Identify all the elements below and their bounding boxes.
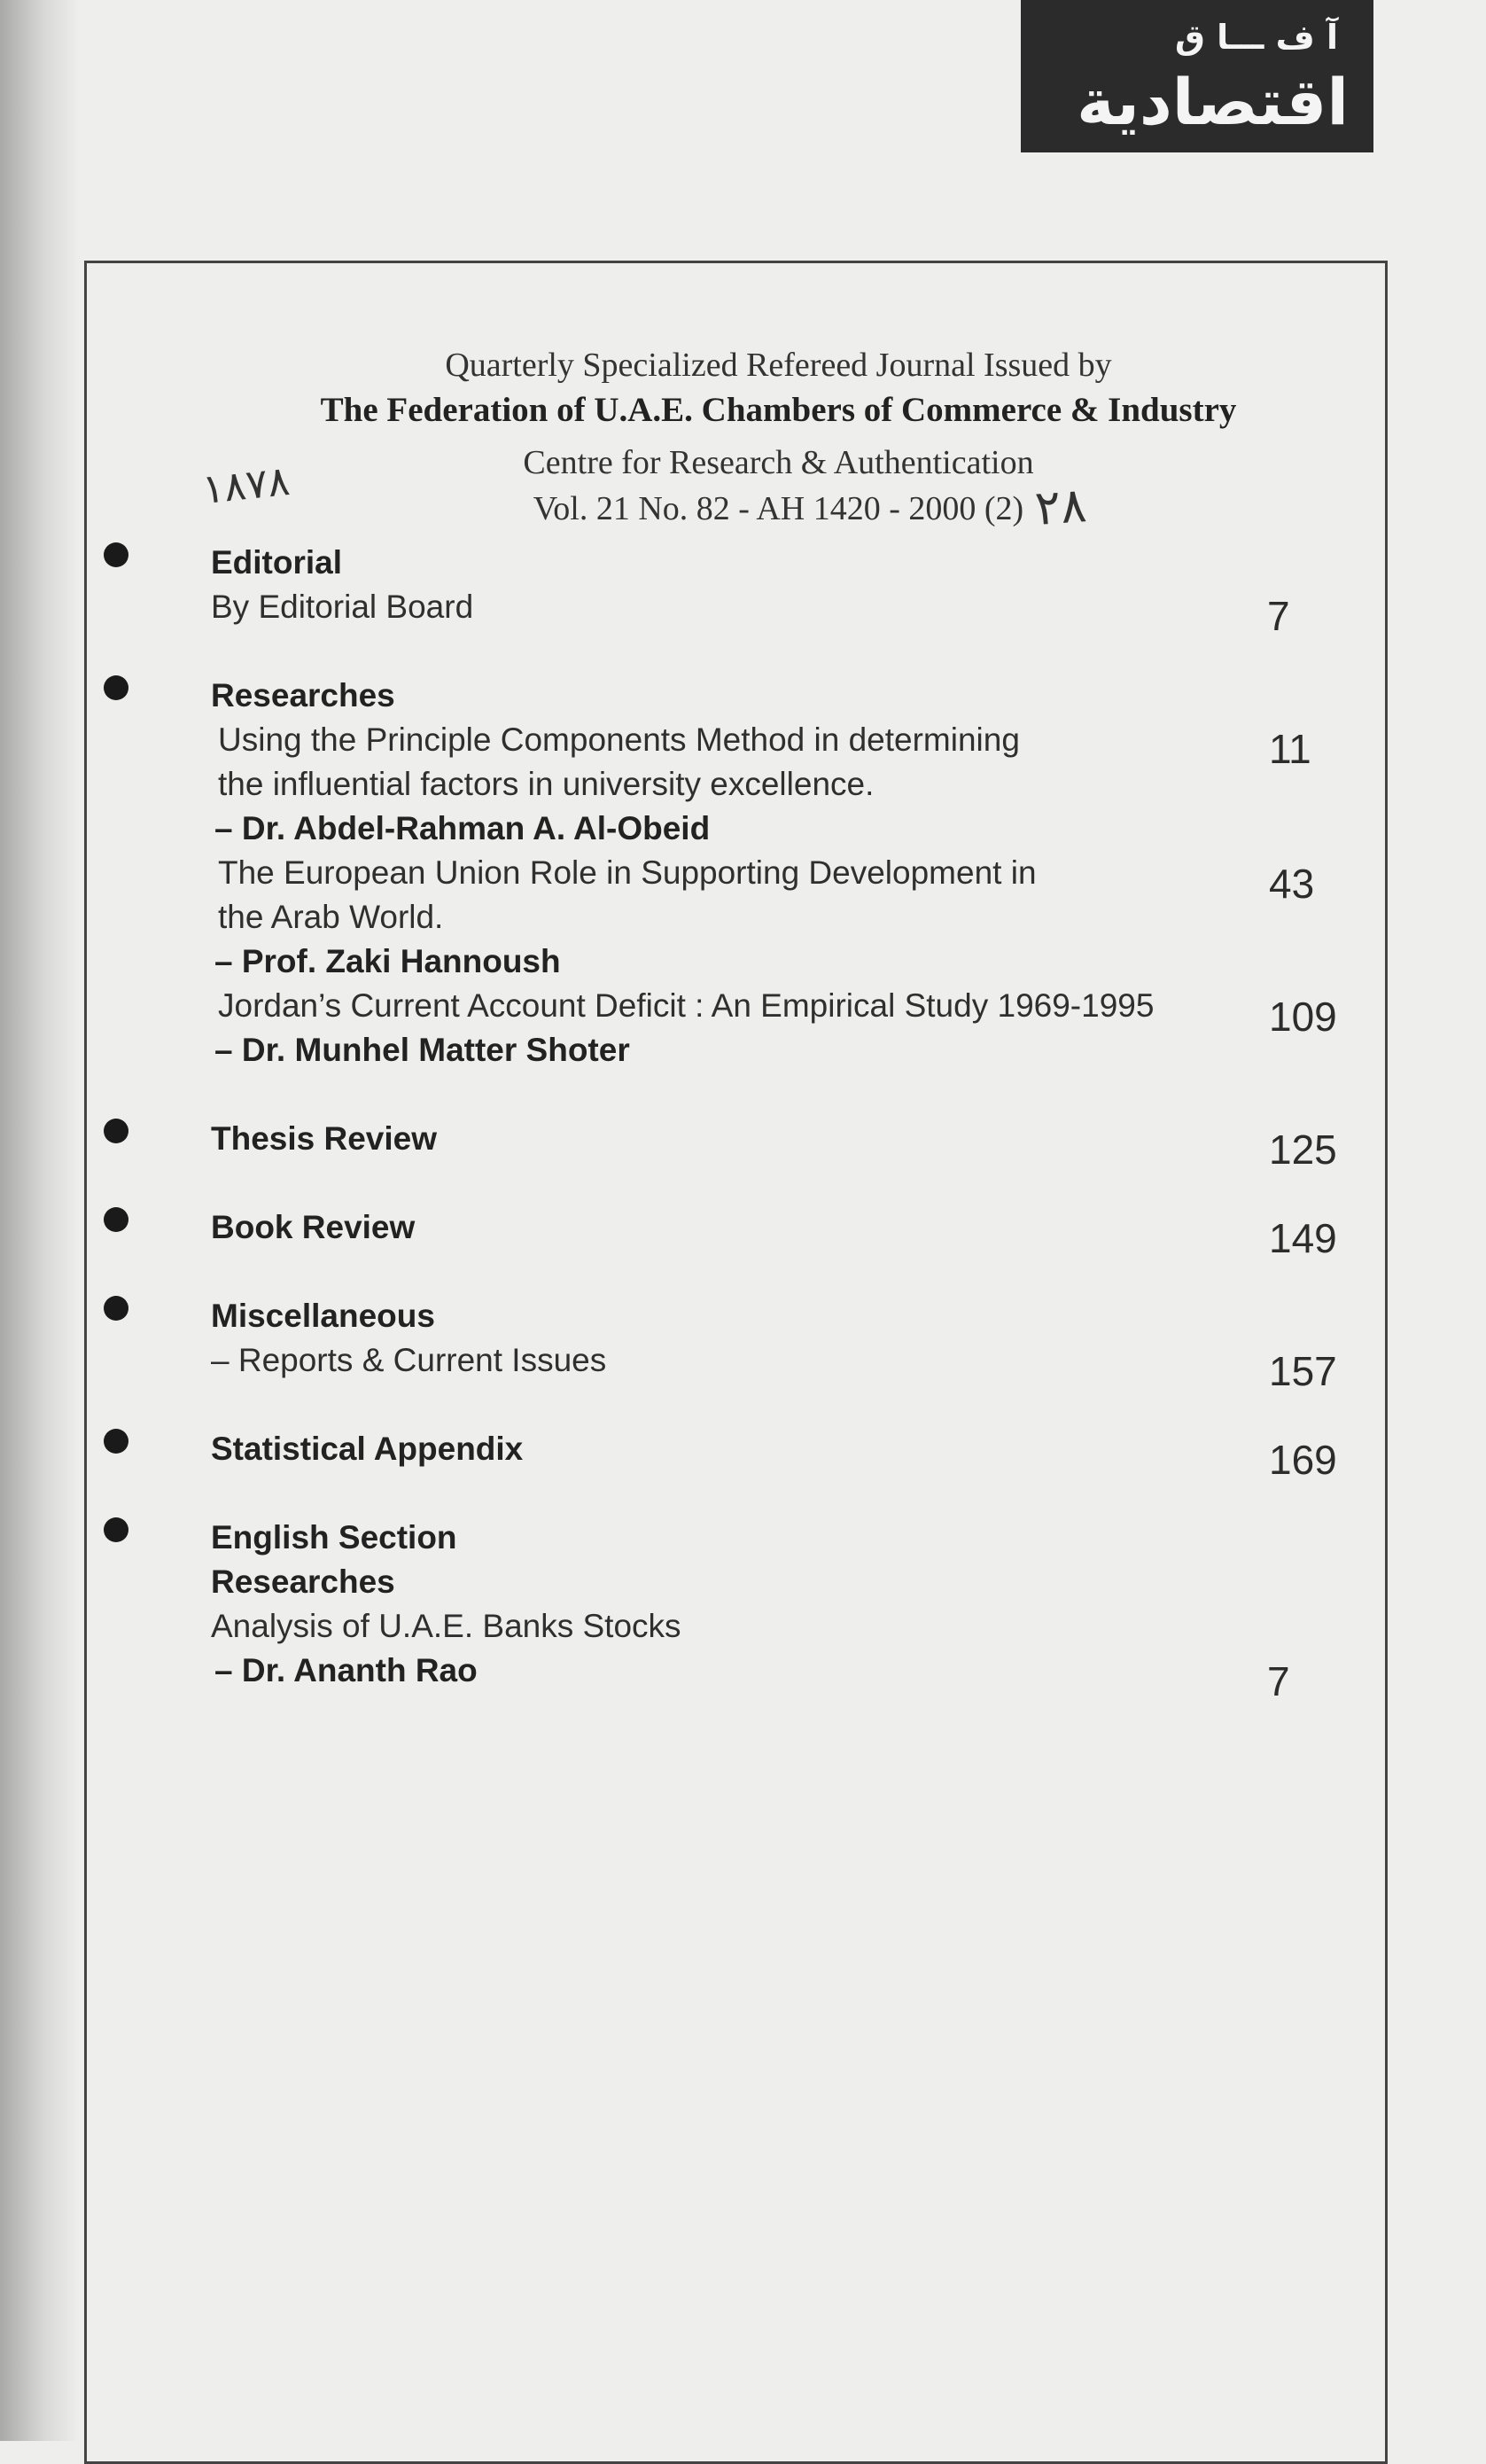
misc-sub: – Reports & Current Issues bbox=[211, 1342, 607, 1378]
bullet-editorial bbox=[104, 542, 128, 567]
logo-line-1: آ ف ـــا ق bbox=[1174, 18, 1338, 57]
bullet-thesis bbox=[104, 1119, 128, 1143]
research-3-author: – Dr. Munhel Matter Shoter bbox=[214, 1032, 630, 1068]
english-research-line: Analysis of U.A.E. Banks Stocks bbox=[211, 1608, 681, 1644]
researches-title: Researches bbox=[211, 677, 395, 713]
research-3-page: 109 bbox=[1269, 994, 1337, 1040]
research-1-line-1: Using the Principle Components Method in determining bbox=[218, 721, 1020, 758]
english-page: 7 bbox=[1267, 1658, 1290, 1704]
research-2-author: – Prof. Zaki Hannoush bbox=[214, 943, 561, 979]
research-2-line-2: the Arab World. bbox=[218, 899, 444, 935]
handwritten-note-right: ٢٨ bbox=[1032, 477, 1089, 536]
logo-line-2: اقتصادية bbox=[1077, 65, 1349, 139]
bullet-english bbox=[104, 1517, 128, 1542]
english-title: English Section bbox=[211, 1519, 457, 1556]
research-2-page: 43 bbox=[1269, 861, 1315, 907]
header-line-2: The Federation of U.A.E. Chambers of Commerce & Industry bbox=[320, 391, 1237, 429]
misc-page: 157 bbox=[1269, 1348, 1337, 1394]
editorial-page: 7 bbox=[1267, 593, 1290, 639]
bullet-stat bbox=[104, 1429, 128, 1454]
bullet-book bbox=[104, 1207, 128, 1232]
book-page: 149 bbox=[1269, 1215, 1337, 1261]
editorial-title: Editorial bbox=[211, 544, 343, 581]
stat-page: 169 bbox=[1269, 1437, 1337, 1483]
research-1-author: – Dr. Abdel-Rahman A. Al-Obeid bbox=[214, 810, 711, 846]
research-1-page: 11 bbox=[1269, 726, 1311, 772]
research-2-line-1: The European Union Role in Supporting Development in bbox=[218, 854, 1037, 891]
header-volume-line: Vol. 21 No. 82 - AH 1420 - 2000 (2) bbox=[533, 490, 1024, 527]
research-3-line-1: Jordan’s Current Account Deficit : An Empirical Study 1969-1995 bbox=[218, 987, 1155, 1024]
english-researches-title: Researches bbox=[211, 1563, 395, 1600]
journal-logo bbox=[1021, 0, 1373, 152]
thesis-page: 125 bbox=[1269, 1127, 1337, 1173]
english-research-author: – Dr. Ananth Rao bbox=[214, 1652, 478, 1688]
editorial-sub: By Editorial Board bbox=[211, 589, 474, 625]
misc-title: Miscellaneous bbox=[211, 1298, 435, 1334]
stat-title: Statistical Appendix bbox=[211, 1431, 524, 1467]
bullet-misc bbox=[104, 1296, 128, 1321]
bullet-researches bbox=[104, 675, 128, 700]
header-line-1: Quarterly Specialized Refereed Journal Issued by bbox=[445, 347, 1112, 384]
book-title: Book Review bbox=[211, 1209, 416, 1245]
header-line-3: Centre for Research & Authentication bbox=[523, 444, 1034, 481]
research-1-line-2: the influential factors in university excellence. bbox=[218, 766, 875, 802]
thesis-title: Thesis Review bbox=[211, 1120, 438, 1157]
handwritten-note-left: ١٨٧٨ bbox=[199, 456, 292, 514]
